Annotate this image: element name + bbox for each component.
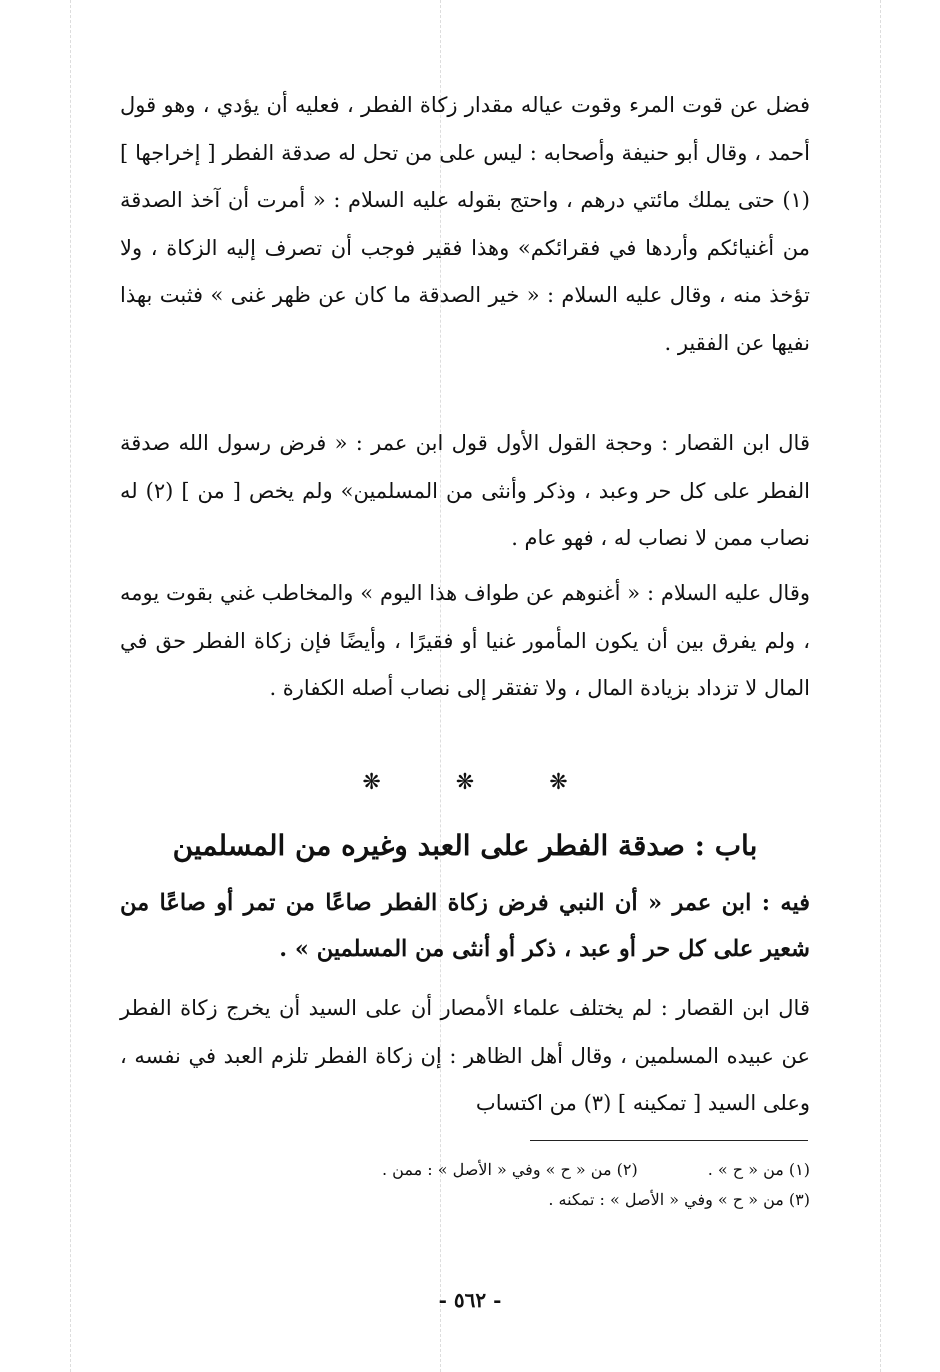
- separator-star-icon: ❋: [362, 770, 381, 795]
- paragraph-4: قال ابن القصار : لم يختلف علماء الأمصار أن على السيد أن يخرج زكاة الفطر عن عبيده المسلمين ، وقال أهل الظاهر : إن زكاة الفطر تلزم العبد في نفسه ، وعلى السيد [ تمكينه ] (٣) من اكتساب: [120, 996, 810, 1115]
- footnote-row: [180, 1185, 810, 1215]
- footnote-3: (٣) من « ح » وفي « الأصل » : تمكنه .: [548, 1190, 810, 1209]
- footnotes: [180, 1155, 810, 1215]
- footnote-1: (١) من « ح » .: [707, 1160, 810, 1179]
- footnote-row: [180, 1155, 810, 1185]
- scan-artifact-line: [880, 0, 881, 1372]
- separator-star-icon: ❋: [549, 770, 568, 795]
- paragraph-2: قال ابن القصار : وحجة القول الأول قول ابن عمر : « فرض رسول الله صدقة الفطر على كل حر وعبد ، وذكر وأنثى من المسلمين» ولم يخص [ من ] (٢) له نصاب ممن لا نصاب له ، فهو عام .: [120, 431, 810, 550]
- hadith-text: فيه : ابن عمر « أن النبي فرض زكاة الفطر صاعًا من تمر أو صاعًا من شعير على كل حر أو عبد ، ذكر أو أنثى من المسلمين » .: [120, 890, 810, 962]
- paragraph-1: فضل عن قوت المرء وقوت عياله مقدار زكاة الفطر ، فعليه أن يؤدي ، وهو قول أحمد ، وقال أبو حنيفة وأصحابه : ليس على من تحل له صدقة الفطر [ إخراجها ] (١) حتى يملك مائتي درهم ، واحتج بقوله عليه السلام : « أمرت أن آخذ الصدقة من أغنيائكم وأردها في فقرائكم» وهذا فقير فوجب أن تصرف إليه الزكاة ، ولا تؤخذ منه ، وقال عليه السلام : « خير الصدقة ما كان عن ظهر غنى » فثبت بهذا نفيها عن الفقير .: [120, 93, 810, 355]
- page-number: - ٥٦٢ -: [438, 1288, 502, 1312]
- footnote-2: (٢) من « ح » وفي « الأصل » : ممن .: [382, 1160, 638, 1179]
- chapter-heading: باب : صدقة الفطر على العبد وغيره من المسلمين: [172, 829, 758, 862]
- scan-artifact-line: [70, 0, 71, 1372]
- paragraph-3: وقال عليه السلام : « أغنوهم عن طواف هذا اليوم » والمخاطب غني بقوت يومه ، ولم يفرق بين أن يكون المأمور غنيا أو فقيرًا ، وأيضًا فإن زكاة الفطر حق في المال لا تزداد بزيادة المال ، ولا تفتقر إلى نصاب أصله الكفارة .: [120, 581, 810, 700]
- footnote-divider: [530, 1140, 808, 1141]
- section-separator: [120, 770, 810, 795]
- separator-star-icon: ❋: [455, 770, 475, 795]
